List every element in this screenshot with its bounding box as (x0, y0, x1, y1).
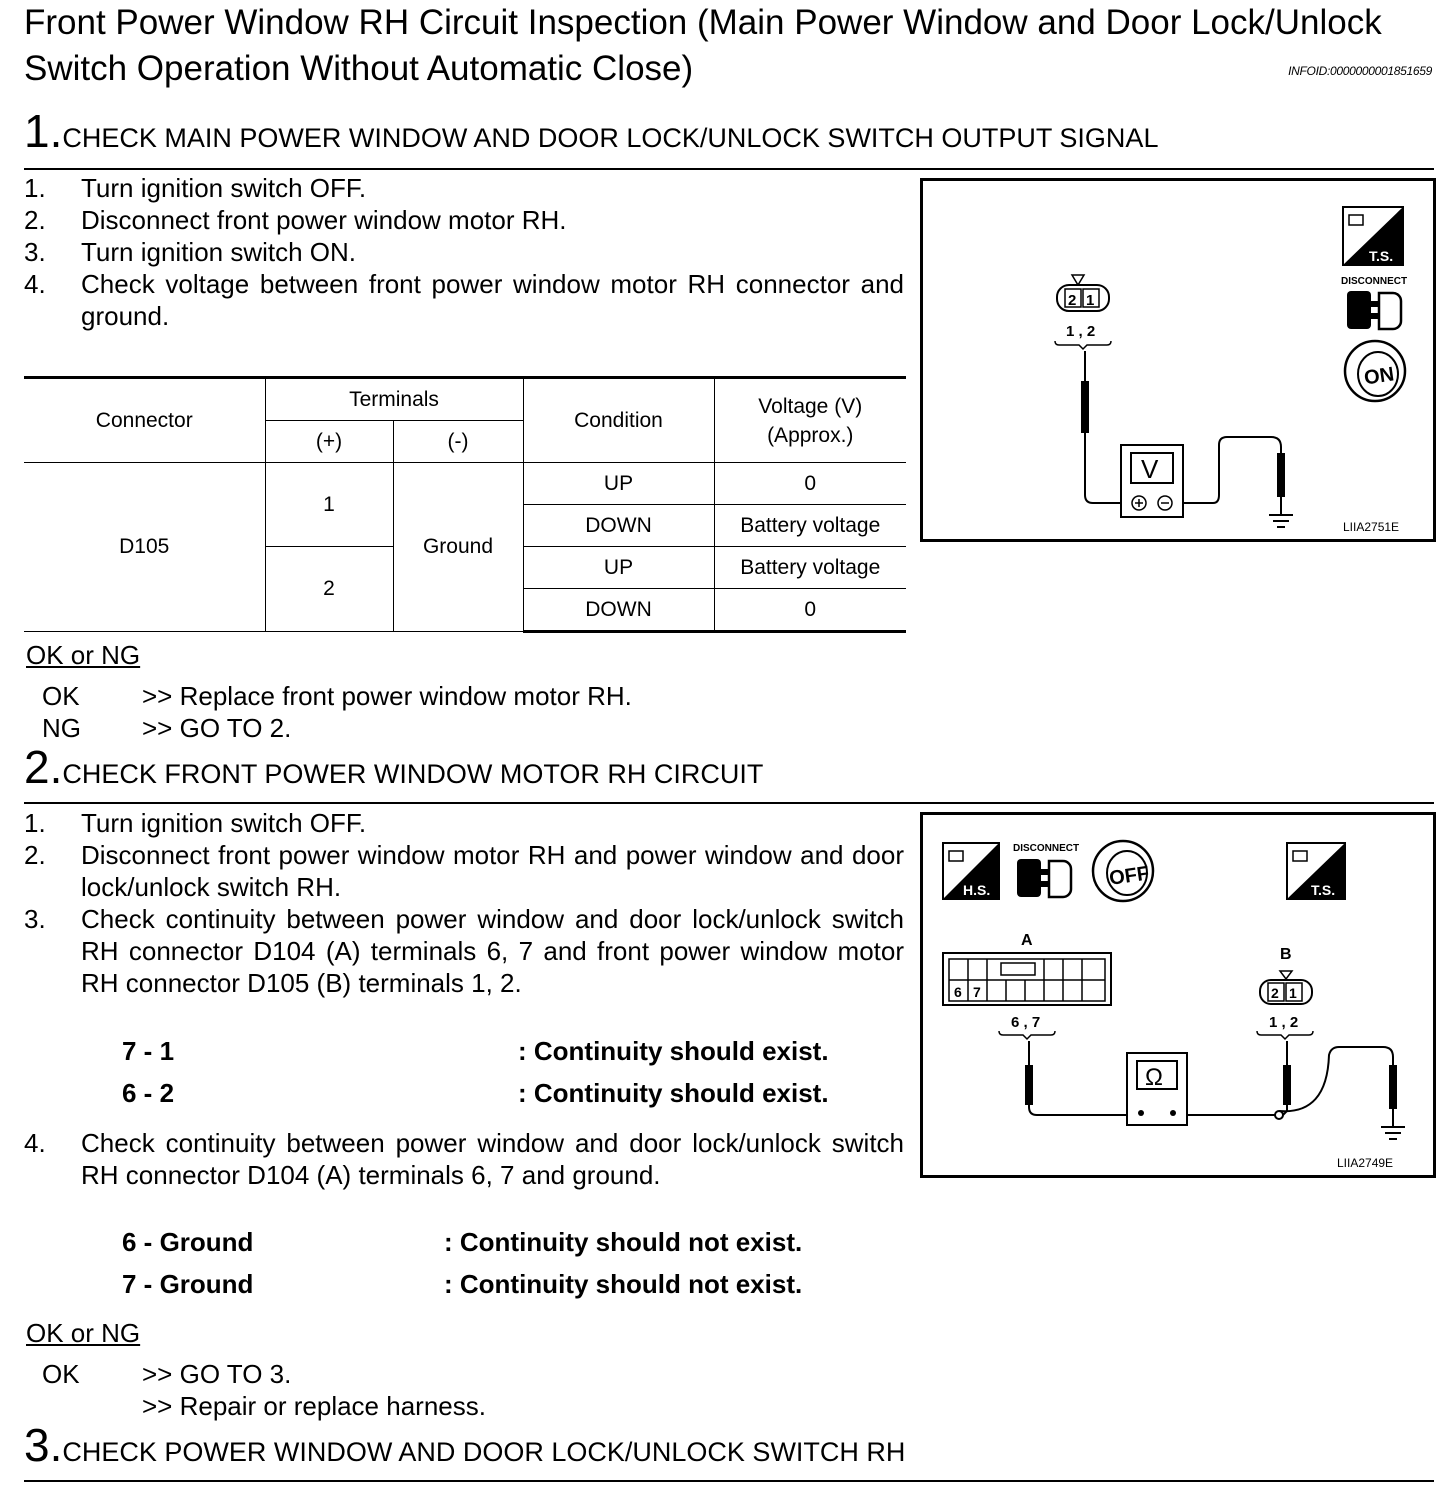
ignition-off-icon (1093, 841, 1153, 901)
ts-icon (1343, 207, 1403, 265)
step-2-rule (24, 802, 1434, 804)
check-terms: 6 - 2 (122, 1078, 175, 1108)
header-plus: (+) (265, 421, 393, 463)
svg-text:6: 6 (954, 984, 962, 1000)
step-2-number: 2. (24, 741, 63, 793)
step-3-number: 3. (24, 1419, 63, 1471)
step-2-instructions (24, 807, 904, 999)
figure-continuity-check (920, 812, 1436, 1178)
svg-text:1: 1 (1086, 292, 1095, 309)
list-item: 2. Disconnect front power window motor RH. (24, 205, 567, 235)
svg-text:A: A (1021, 932, 1033, 949)
page-title: Front Power Window RH Circuit Inspection (Main Power Window and Door Lock/Unlock Switch Operation Without Automatic Close) (24, 3, 1382, 88)
ground-icon (1269, 515, 1293, 527)
cell-minus: Ground (393, 463, 523, 632)
svg-text:1: 1 (1289, 985, 1297, 1001)
cell-condition: DOWN (523, 505, 714, 547)
svg-text:Ω: Ω (1145, 1064, 1163, 1091)
svg-text:H.S.: H.S. (963, 882, 991, 898)
figure-code: LIIA2749E (1337, 1156, 1394, 1170)
check-result: : Continuity should exist. (518, 1078, 829, 1108)
step-2-title: CHECK FRONT POWER WINDOW MOTOR RH CIRCUIT (62, 759, 764, 789)
svg-text:B: B (1280, 946, 1292, 963)
svg-text:2: 2 (1068, 292, 1077, 309)
step-2-instructions-continued (24, 1127, 904, 1191)
step-1-instructions (24, 172, 904, 332)
list-item: 3. Check continuity between power window and door lock/unlock switch RH connector D104 (A) terminals 6, 7 and front power window motor RH connector D105 (B) terminals 1, 2. (24, 904, 904, 998)
cell-voltage: Battery voltage (714, 547, 906, 589)
list-item: 3. Turn ignition switch ON. (24, 237, 357, 267)
check-terms: 7 - 1 (122, 1036, 175, 1066)
header-condition: Condition (523, 378, 714, 463)
step-1-result-ng-key: NG (42, 713, 81, 743)
step-3-title: CHECK POWER WINDOW AND DOOR LOCK/UNLOCK SWITCH RH (62, 1437, 906, 1467)
figure-voltage-check-drawing (923, 181, 1433, 539)
cell-voltage: 0 (714, 463, 906, 505)
check-terms: 6 - Ground (122, 1227, 254, 1257)
svg-text:1 , 2: 1 , 2 (1066, 323, 1096, 340)
cell-condition: UP (523, 463, 714, 505)
disconnect-icon (1013, 843, 1079, 897)
step-1-rule (24, 168, 1434, 170)
step-1-title: CHECK MAIN POWER WINDOW AND DOOR LOCK/UNLOCK SWITCH OUTPUT SIGNAL (62, 123, 1159, 153)
svg-text:7: 7 (973, 984, 981, 1000)
header-voltage: Voltage (V) (Approx.) (714, 378, 906, 463)
check-result: : Continuity should not exist. (444, 1269, 803, 1299)
list-item: 2. Disconnect front power window motor RH and power window and door lock/unlock switch RH. (24, 840, 904, 902)
ignition-on-icon (1345, 341, 1405, 401)
svg-text:2: 2 (1271, 985, 1279, 1001)
header-connector: Connector (24, 378, 265, 463)
cell-condition: DOWN (523, 589, 714, 632)
step-2-result-ng-text: >> Repair or replace harness. (142, 1391, 486, 1421)
step-1-ok-or-ng-label: OK or NG (26, 640, 141, 670)
step-1-number: 1. (24, 105, 63, 157)
step-1-heading (24, 105, 1159, 157)
cell-voltage: 0 (714, 589, 906, 632)
figure-continuity-check-drawing (923, 815, 1433, 1175)
list-item: 1. Turn ignition switch OFF. (24, 173, 367, 203)
list-item: 1. Turn ignition switch OFF. (24, 808, 367, 838)
switch-connector-a (943, 932, 1111, 1039)
cell-plus: 2 (265, 547, 393, 632)
svg-text:DISCONNECT: DISCONNECT (1341, 276, 1408, 287)
list-item: 4. Check continuity between power window and door lock/unlock switch RH connector D104 (A) terminals 6, 7 and ground. (24, 1128, 904, 1190)
ts-icon (1287, 843, 1345, 899)
svg-text:1 , 2: 1 , 2 (1269, 1014, 1299, 1031)
svg-text:T.S.: T.S. (1369, 248, 1394, 264)
svg-text:6 , 7: 6 , 7 (1011, 1014, 1041, 1031)
table-row (24, 463, 906, 505)
disconnect-icon (1341, 276, 1407, 329)
step-2-result-ok-text: >> GO TO 3. (142, 1359, 292, 1389)
header-minus: (-) (393, 421, 523, 463)
svg-text:DISCONNECT: DISCONNECT (1013, 843, 1080, 854)
header-terminals: Terminals (265, 378, 523, 421)
cell-voltage: Battery voltage (714, 505, 906, 547)
list-item: 4. Check voltage between front power window motor RH connector and ground. (24, 269, 904, 331)
svg-text:V: V (1141, 454, 1159, 484)
cell-plus: 1 (265, 463, 393, 547)
figure-voltage-check (920, 178, 1436, 542)
step-1-result-ok-text: >> Replace front power window motor RH. (142, 681, 632, 711)
voltage-spec-table (24, 376, 906, 633)
motor-connector-icon (1055, 275, 1111, 349)
svg-text:T.S.: T.S. (1311, 882, 1336, 898)
step-1-result-ng-text: >> GO TO 2. (142, 713, 292, 743)
step-2-ok-or-ng-label: OK or NG (26, 1318, 141, 1348)
motor-connector-b (1257, 946, 1313, 1039)
svg-text:OFF: OFF (1107, 862, 1151, 890)
figure-code: LIIA2751E (1343, 520, 1400, 534)
ohmmeter-icon (1127, 1053, 1187, 1125)
voltmeter-icon (1121, 445, 1183, 517)
svg-text:ON: ON (1362, 363, 1396, 390)
cell-condition: UP (523, 547, 714, 589)
step-3-heading (24, 1419, 906, 1471)
step-2-heading (24, 741, 764, 793)
step-2-result-ok-key: OK (42, 1359, 80, 1389)
info-id: INFOID:0000000001851659 (1288, 64, 1432, 78)
check-terms: 7 - Ground (122, 1269, 254, 1299)
hs-icon (943, 843, 999, 899)
check-result: : Continuity should exist. (518, 1036, 829, 1066)
step-1-result-ok-key: OK (42, 681, 80, 711)
check-result: : Continuity should not exist. (444, 1227, 803, 1257)
step-3-rule (24, 1480, 1434, 1482)
cell-connector: D105 (24, 463, 265, 632)
ground-icon (1381, 1127, 1405, 1139)
